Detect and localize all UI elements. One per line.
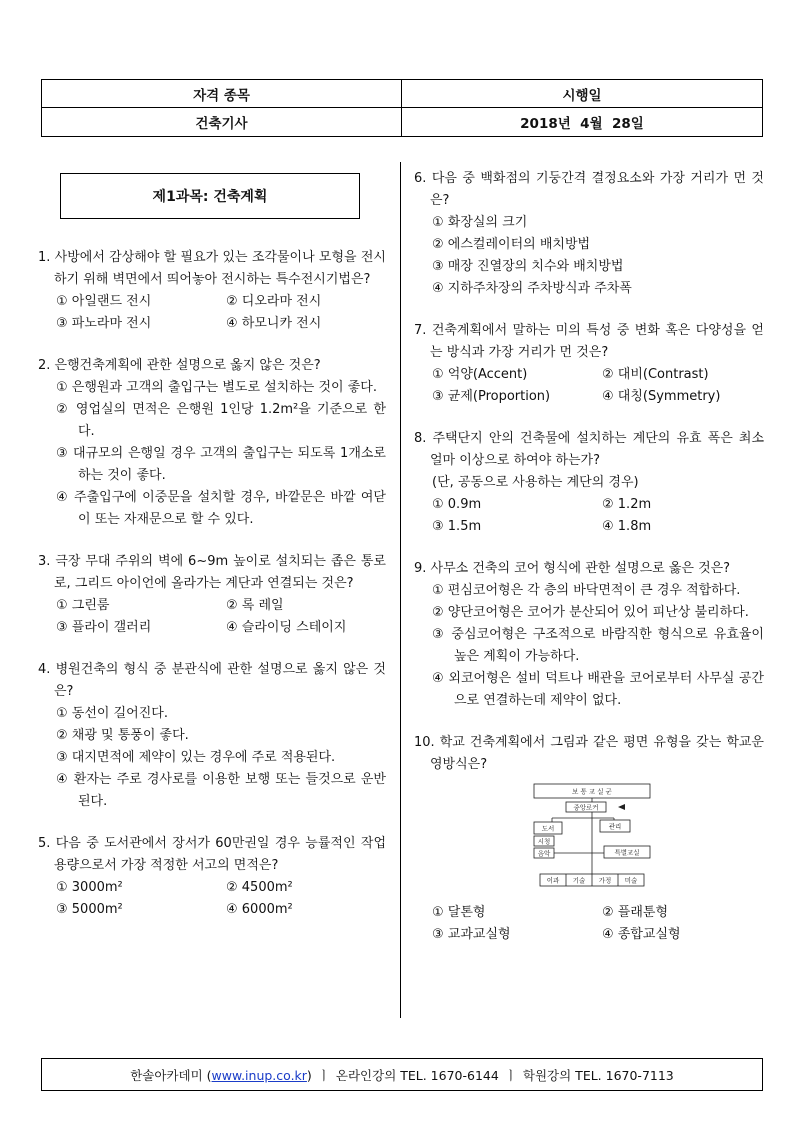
option[interactable]: ① 그린룸 [56, 598, 110, 613]
question-1-options [38, 291, 386, 335]
option[interactable]: ④ 대칭(Symmetry) [602, 389, 721, 404]
option[interactable]: ① 0.9m [432, 497, 482, 512]
footer-academy: 한솔아카데미 (www.inup.co.kr) [130, 1067, 312, 1083]
question-4-text: 4. 병원건축의 형식 중 분관식에 관한 설명으로 옳지 않은 것은? [38, 662, 386, 699]
question-6 [414, 168, 764, 300]
question-8-options [414, 494, 764, 538]
option[interactable]: ① 화장실의 크기 [432, 215, 528, 230]
entrance-arrow-icon [618, 804, 625, 810]
option[interactable]: ② 1.2m [602, 497, 652, 512]
footer-offline-tel: 학원강의 TEL. 1670-7113 [522, 1067, 674, 1083]
question-2-text: 2. 은행건축계획에 관한 설명으로 옳지 않은 것은? [38, 358, 321, 373]
question-3-text: 3. 극장 무대 주위의 벽에 6~9m 높이로 설치되는 좁은 통로로, 그리드 아이언에 올라가는 계단과 연결되는 것은? [38, 554, 386, 591]
exam-type-heading: 자격 종목 [42, 80, 402, 107]
right-column [414, 168, 764, 946]
option[interactable]: ① 억양(Accent) [432, 367, 528, 382]
question-9-text: 9. 사무소 건축의 코어 형식에 관한 설명으로 옳은 것은? [414, 561, 731, 576]
figure-label: 특별교실 [614, 848, 640, 857]
option[interactable]: ④ 주출입구에 이중문을 설치할 경우, 바깥문은 바깥 여닫이 또는 자재문으로 할 수 있다. [56, 490, 386, 527]
footer-separator: ㅣ [504, 1067, 517, 1083]
option[interactable]: ① 동선이 길어진다. [56, 706, 168, 721]
question-5-text: 5. 다음 중 도서관에서 장서가 60만권일 경우 능률적인 작업용량으로서 가장 적정한 서고의 면적은? [38, 836, 386, 873]
option[interactable]: ④ 슬라이딩 스테이지 [226, 620, 347, 635]
question-3 [38, 551, 386, 639]
figure-label: 이과 [546, 876, 560, 885]
option[interactable]: ③ 1.5m [432, 519, 482, 534]
exam-date-value: 2018년 4월 28일 [520, 116, 644, 132]
school-plan-figure [530, 782, 654, 890]
question-10 [414, 732, 764, 946]
option[interactable]: ④ 하모니카 전시 [226, 316, 322, 331]
option[interactable]: ④ 1.8m [602, 519, 652, 534]
question-10-options [414, 902, 764, 946]
question-6-text: 6. 다음 중 백화점의 기둥간격 결정요소와 가장 거리가 먼 것은? [414, 171, 764, 208]
option[interactable]: ③ 매장 진열장의 치수와 배치방법 [432, 259, 624, 274]
academy-website-link[interactable]: www.inup.co.kr [211, 1067, 307, 1083]
footer-separator: ㅣ [317, 1067, 330, 1083]
question-8 [414, 428, 764, 538]
option[interactable]: ② 4500m² [226, 880, 293, 895]
option[interactable]: ④ 6000m² [226, 902, 293, 917]
figure-label: 가정 [598, 876, 612, 885]
question-5-options [38, 877, 386, 921]
option[interactable]: ① 3000m² [56, 880, 123, 895]
figure-label: 기술 [572, 876, 586, 885]
exam-type-value: 건축기사 [42, 108, 402, 136]
exam-info-value-row [42, 108, 762, 136]
column-divider [400, 162, 401, 1018]
question-7-text: 7. 건축계획에서 말하는 미의 특성 중 변화 혹은 다양성을 얻는 방식과 가장 거리가 먼 것은? [414, 323, 764, 360]
figure-label: 미술 [624, 876, 638, 885]
option[interactable]: ④ 지하주차장의 주차방식과 주차폭 [432, 281, 632, 296]
exam-info-table [41, 79, 763, 137]
question-7-options [414, 364, 764, 408]
option[interactable]: ④ 외코어형은 설비 덕트나 배관을 코어로부터 사무실 공간으로 연결하는데 제약이 없다. [432, 671, 764, 708]
exam-date-heading: 시행일 [562, 87, 602, 104]
question-9 [414, 558, 764, 712]
option[interactable]: ② 양단코어형은 코어가 분산되어 있어 피난상 불리하다. [432, 605, 749, 620]
option[interactable]: ① 아일랜드 전시 [56, 294, 152, 309]
option[interactable]: ③ 5000m² [56, 902, 123, 917]
question-5 [38, 833, 386, 921]
question-8-text: 8. 주택단지 안의 건축물에 설치하는 계단의 유효 폭은 최소 얼마 이상으로 하여야 하는가? [414, 431, 764, 468]
option[interactable]: ③ 파노라마 전시 [56, 316, 152, 331]
figure-label: 시청 [537, 837, 551, 846]
subject-title: 제1과목: 건축계획 [60, 173, 360, 219]
question-10-text: 10. 학교 건축계획에서 그림과 같은 평면 유형을 갖는 학교운영방식은? [414, 735, 764, 772]
option[interactable]: ③ 대규모의 은행일 경우 고객의 출입구는 되도록 1개소로 하는 것이 좋다. [56, 446, 386, 483]
exam-info-header-row [42, 80, 762, 108]
footer-bar [41, 1058, 763, 1091]
option[interactable]: ④ 환자는 주로 경사로를 이용한 보행 또는 들것으로 운반된다. [56, 772, 386, 809]
option[interactable]: ② 채광 및 통풍이 좋다. [56, 728, 189, 743]
option[interactable]: ① 편심코어형은 각 층의 바닥면적이 큰 경우 적합하다. [432, 583, 741, 598]
option[interactable]: ② 대비(Contrast) [602, 367, 709, 382]
option[interactable]: ① 달톤형 [432, 905, 486, 920]
option[interactable]: ③ 중심코어형은 구조적으로 바람직한 형식으로 유효율이 높은 계획이 가능하다. [432, 627, 764, 664]
option[interactable]: ② 영업실의 면적은 은행원 1인당 1.2m²을 기준으로 한다. [56, 402, 386, 439]
question-8-note: (단, 공동으로 사용하는 계단의 경우) [432, 475, 639, 490]
question-2 [38, 355, 386, 531]
figure-label: 음악 [537, 849, 551, 858]
option[interactable]: ④ 종합교실형 [602, 927, 681, 942]
left-column [38, 168, 386, 921]
question-7 [414, 320, 764, 408]
option[interactable]: ① 은행원과 고객의 출입구는 별도로 설치하는 것이 좋다. [56, 380, 377, 395]
option[interactable]: ② 플래툰형 [602, 905, 669, 920]
option[interactable]: ③ 플라이 갤러리 [56, 620, 152, 635]
option[interactable]: ② 디오라마 전시 [226, 294, 322, 309]
figure-label: 중앙로커 [573, 803, 599, 812]
footer-online-tel: 온라인강의 TEL. 1670-6144 [335, 1067, 499, 1083]
option[interactable]: ③ 대지면적에 제약이 있는 경우에 주로 적용된다. [56, 750, 336, 765]
option[interactable]: ③ 교과교실형 [432, 927, 511, 942]
figure-label: 관리 [608, 822, 622, 831]
option[interactable]: ② 에스컬레이터의 배치방법 [432, 237, 591, 252]
question-1 [38, 247, 386, 335]
question-1-text: 1. 사방에서 감상해야 할 필요가 있는 조각물이나 모형을 전시하기 위해 벽면에서 띄어놓아 전시하는 특수전시기법은? [38, 250, 386, 287]
figure-label: 보 통 교 실 군 [572, 787, 612, 796]
question-4 [38, 659, 386, 813]
option[interactable]: ③ 균제(Proportion) [432, 389, 551, 404]
question-3-options [38, 595, 386, 639]
figure-label: 도서 [541, 824, 555, 833]
option[interactable]: ② 록 레일 [226, 598, 284, 613]
